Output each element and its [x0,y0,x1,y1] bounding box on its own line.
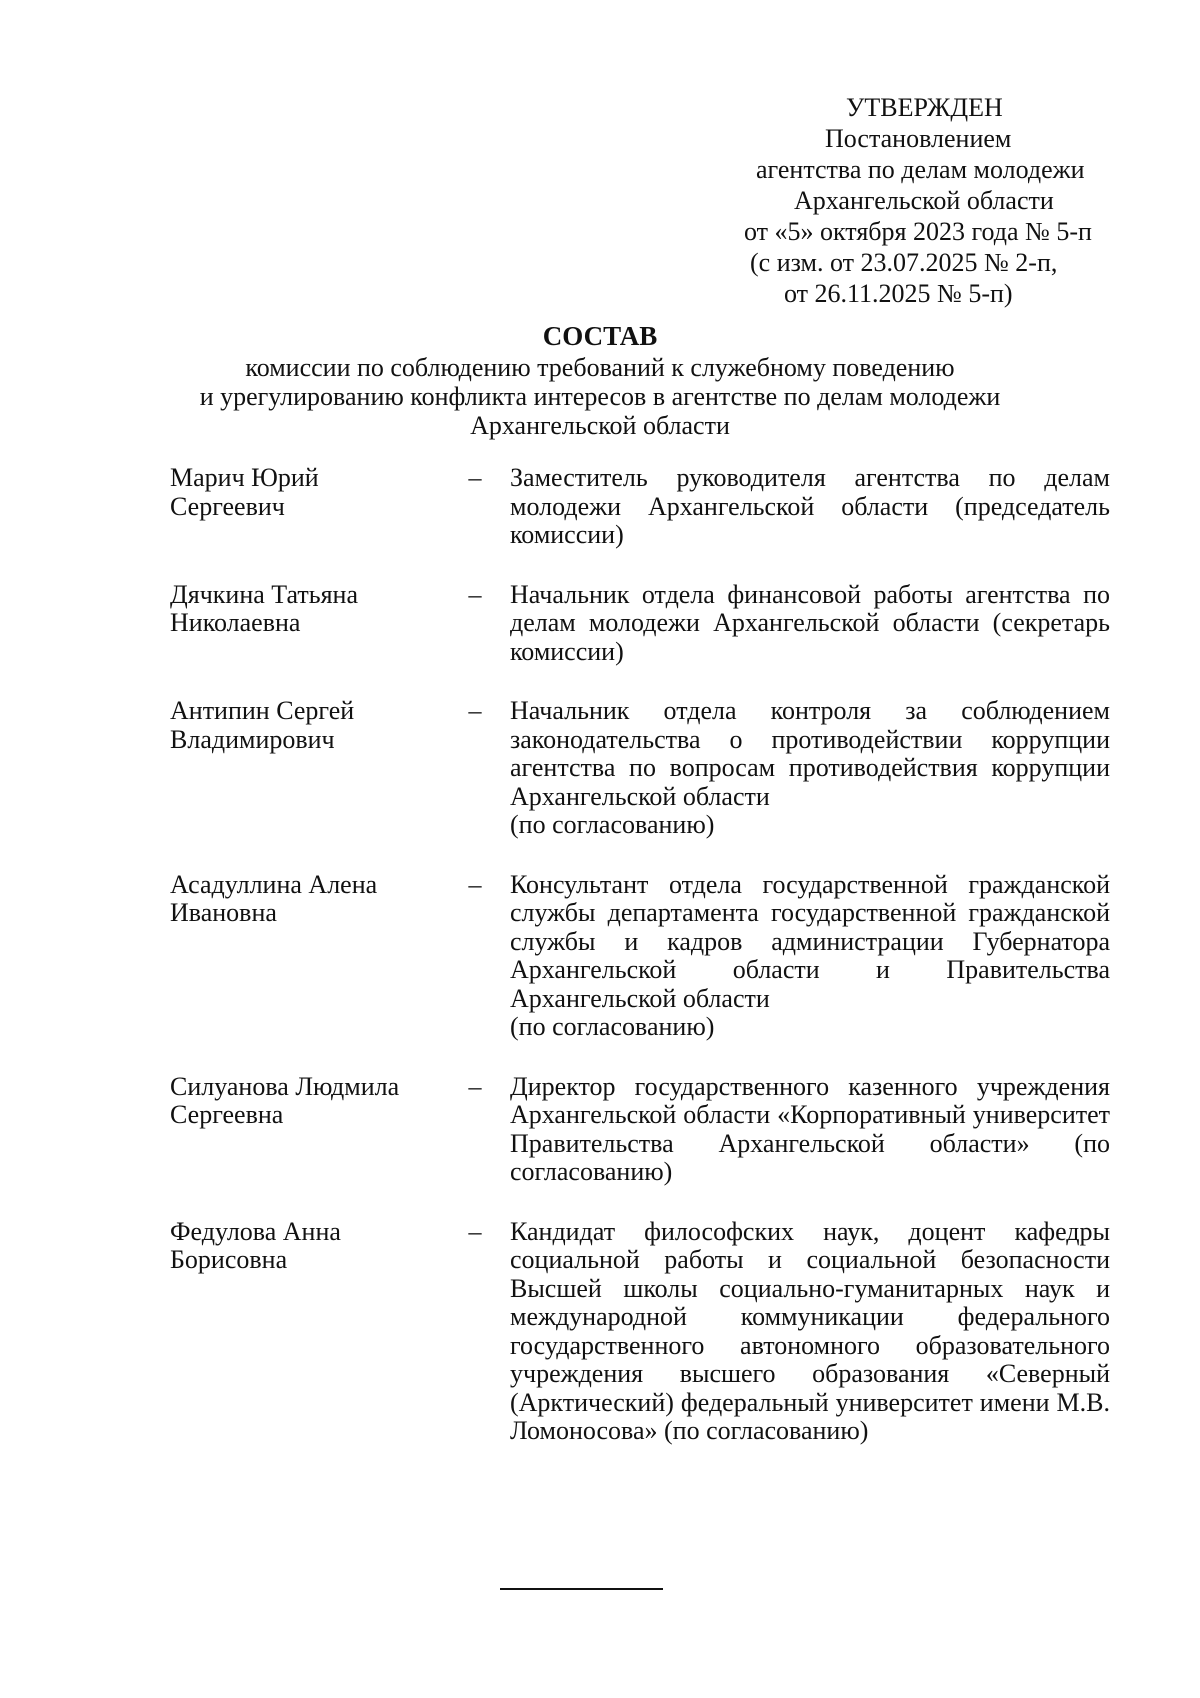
approval-stamp [700,92,1100,309]
member-dash: – [468,463,482,492]
member-note: (по согласованию) [510,810,715,839]
member-row [170,464,1110,550]
member-dash: – [468,579,482,609]
member-row [170,697,1110,840]
approval-line-1: Постановлением [825,124,1012,153]
heading-line-2: и урегулированию конфликта интересов в агентстве по делам молодежи [199,382,1001,411]
approval-line-2: агентства по делам молодежи [756,155,1085,184]
member-name: Антипин Сергей Владимирович [170,696,355,754]
end-rule-divider [500,1588,663,1590]
member-role: Кандидат философских наук, доцент кафедры социальной работы и социальной безопасности Высшей школы социально-гуманитарных наук и международной коммуникации федерального государственного автономного образовательного учреждения высшего образования «Северный (Арктический) федеральный университет имени М.В. Ломоносова» (по согласованию) [510,1216,1110,1445]
member-row [170,1218,1110,1446]
approval-line-3: Архангельской области [794,186,1054,215]
member-role: Консультант отдела государственной гражданской службы департамента государственной гражданской службы и кадров администрации Губернатора Архангельской области и Правительства Архангельской области [510,869,1110,1013]
member-dash: – [468,696,482,725]
member-name: Марич Юрий Сергеевич [170,463,319,521]
member-row [170,581,1110,667]
member-role-block [510,697,1110,840]
member-name: Федулова Анна Борисовна [170,1216,341,1274]
approval-line-6: от 26.11.2025 № 5-п) [784,279,1013,308]
member-name: Асадуллина Алена Ивановна [170,869,378,927]
approval-line-5: (с изм. от 23.07.2025 № 2-п, [750,248,1058,277]
member-role: Директор государственного казенного учреждения Архангельской области «Корпоративный университет Правительства Архангельской области» (по согласованию) [510,1071,1110,1186]
approval-title: УТВЕРЖДЕН [846,93,1003,122]
member-row [170,1073,1110,1187]
heading-line-3: Архангельской области [470,411,730,440]
member-row [170,871,1110,1042]
members-list [170,464,1110,1446]
approval-line-4: от «5» октября 2023 года № 5-п [744,217,1092,246]
heading-line-1: комиссии по соблюдению требований к служебному поведению [245,353,955,382]
member-dash: – [468,1216,482,1246]
member-role: Заместитель руководителя агентства по делам молодежи Архангельской области (председатель комиссии) [510,463,1110,549]
member-name: Силуанова Людмила Сергеевна [170,1071,400,1129]
member-name: Дячкина Татьяна Николаевна [170,579,359,637]
member-role: Начальник отдела финансовой работы агентства по делам молодежи Архангельской области (секретарь комиссии) [510,579,1110,666]
member-role-block [510,871,1110,1042]
document-heading [130,322,1070,440]
member-dash: – [468,869,482,899]
document-title: СОСТАВ [542,321,658,351]
member-dash: – [468,1071,482,1101]
member-note: (по согласованию) [510,1012,715,1041]
member-role: Начальник отдела контроля за соблюдением законодательства о противодействии коррупции агентства по вопросам противодействия коррупции Архангельской области [510,696,1110,811]
